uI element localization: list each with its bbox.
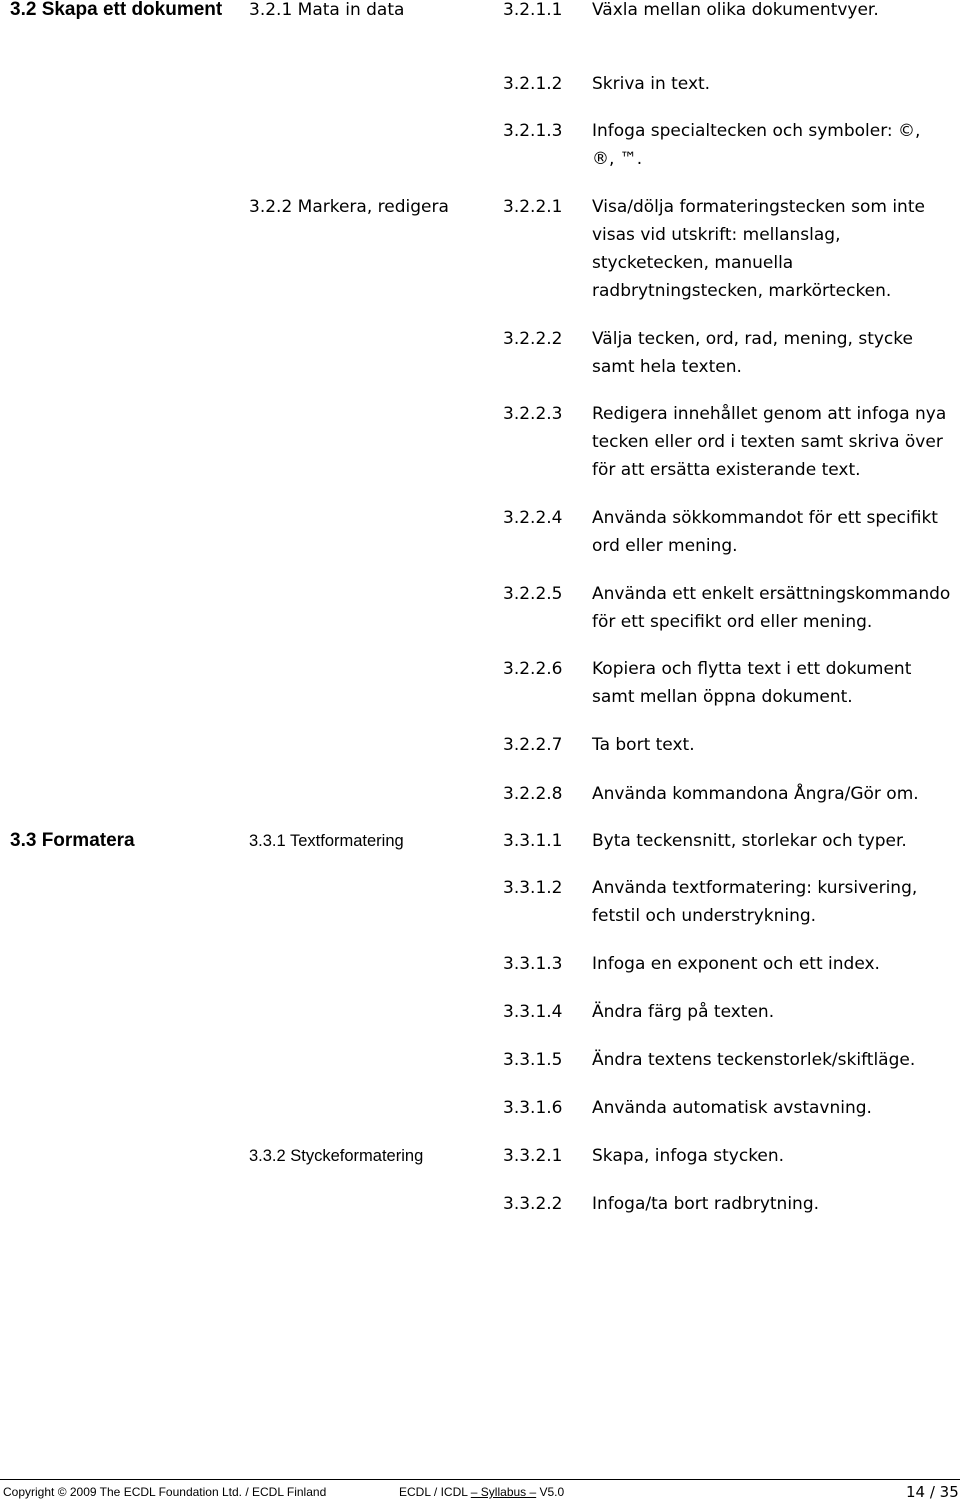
- footer-syllabus-prefix: ECDL / ICDL: [399, 1485, 471, 1499]
- category-create-document: 3.2 Skapa ett dokument: [10, 0, 223, 20]
- footer-copyright: Copyright © 2009 The ECDL Foundation Ltd. / ECDL Finland: [3, 1485, 327, 1499]
- item-ref: 3.3.1.3: [503, 954, 563, 974]
- item-text: Välja tecken, ord, rad, mening, stycke samt hela texten.: [592, 329, 913, 377]
- item-ref: 3.3.1.5: [503, 1050, 563, 1070]
- item-text: Byta teckensnitt, storlekar och typer.: [592, 831, 907, 851]
- item-ref: 3.2.1.3: [503, 121, 563, 141]
- item-text: Skriva in text.: [592, 74, 711, 94]
- item-ref: 3.3.1.4: [503, 1002, 563, 1022]
- item-text: Skapa, infoga stycken.: [592, 1146, 785, 1166]
- item-ref: 3.3.1.1: [503, 831, 563, 851]
- item-text: Använda kommandona Ångra/Gör om.: [592, 784, 919, 804]
- item-text: Ändra färg på texten.: [592, 1002, 775, 1022]
- section-enter-data: 3.2.1 Mata in data: [249, 0, 405, 20]
- item-text: Infoga specialtecken och symboler: ©, ®, ™.: [592, 121, 921, 169]
- item-text: Infoga/ta bort radbrytning.: [592, 1194, 820, 1214]
- item-text: Kopiera och flytta text i ett dokument samt mellan öppna dokument.: [592, 659, 912, 707]
- item-ref: 3.2.1.1: [503, 0, 563, 20]
- section-paragraph-formatting: 3.3.2 Styckeformatering: [249, 1147, 424, 1165]
- item-ref: 3.2.2.4: [503, 508, 563, 528]
- item-ref: 3.3.1.2: [503, 878, 563, 898]
- item-ref: 3.2.2.6: [503, 659, 563, 679]
- footer-syllabus: [399, 1480, 564, 1504]
- item-text: Använda sökkommandot för ett specifikt ord eller mening.: [592, 508, 938, 556]
- item-text: Ta bort text.: [592, 735, 695, 755]
- item-ref: 3.2.1.2: [503, 74, 563, 94]
- item-ref: 3.2.2.5: [503, 584, 563, 604]
- item-text: Använda textformatering: kursivering, fetstil och understrykning.: [592, 878, 918, 926]
- item-ref: 3.3.2.1: [503, 1146, 563, 1166]
- item-ref: 3.3.2.2: [503, 1194, 563, 1214]
- item-ref: 3.2.2.1: [503, 197, 563, 217]
- item-text: Visa/dölja formateringstecken som inte visas vid utskrift: mellanslag, stycketecken, manuella radbrytningstecken, markörtecken.: [592, 197, 925, 301]
- item-ref: 3.2.2.2: [503, 329, 563, 349]
- item-ref: 3.2.2.3: [503, 404, 563, 424]
- item-text: Redigera innehållet genom att infoga nya tecken eller ord i texten samt skriva över för att ersätta existerande text.: [592, 404, 947, 480]
- item-ref: 3.2.2.7: [503, 735, 563, 755]
- item-text: Ändra textens teckenstorlek/skiftläge.: [592, 1050, 916, 1070]
- page-number: 14 / 35: [906, 1483, 959, 1501]
- section-text-formatting: 3.3.1 Textformatering: [249, 832, 404, 850]
- footer-syllabus-underlined: – Syllabus –: [470, 1485, 537, 1499]
- item-text: Använda ett enkelt ersättningskommando för ett specifikt ord eller mening.: [592, 584, 951, 632]
- item-ref: 3.3.1.6: [503, 1098, 563, 1118]
- footer-syllabus-suffix: V5.0: [536, 1485, 565, 1499]
- item-ref: 3.2.2.8: [503, 784, 563, 804]
- item-text: Växla mellan olika dokumentvyer.: [592, 0, 879, 20]
- section-select-edit: 3.2.2 Markera, redigera: [249, 197, 449, 217]
- item-text: Använda automatisk avstavning.: [592, 1098, 872, 1118]
- category-format: 3.3 Formatera: [10, 830, 135, 851]
- item-text: Infoga en exponent och ett index.: [592, 954, 880, 974]
